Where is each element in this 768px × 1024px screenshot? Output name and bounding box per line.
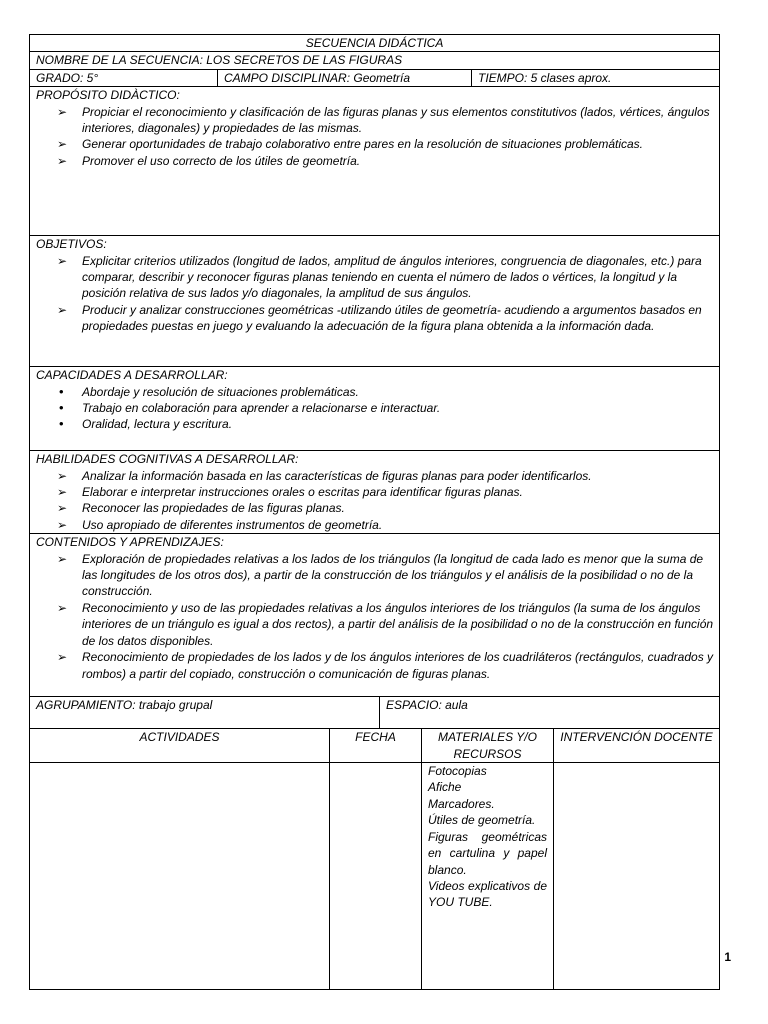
section-title: PROPÓSITO DIDÀCTICO: <box>36 88 180 103</box>
space-cell: ESPACIO: aula <box>380 697 720 729</box>
habilidades-list <box>36 468 713 534</box>
date-cell <box>330 763 422 990</box>
list-item: ➢ Promover el uso correcto de los útiles de geometría. <box>82 153 713 169</box>
section-title: HABILIDADES COGNITIVAS A DESARROLLAR: <box>36 452 299 467</box>
list-item: • Trabajo en colaboración para aprender a relacionarse e interactuar. <box>82 400 713 416</box>
grouping-cell: AGRUPAMIENTO: trabajo grupal <box>30 697 380 729</box>
list-item: • Abordaje y resolución de situaciones problemáticas. <box>82 384 713 400</box>
list-item: ➢ Exploración de propiedades relativas a los lados de los triángulos (la longitud de cada lado es menor que la suma de las longitudes de los otros dos), a partir de la construcción de los triángulos y el análisis de la posibilidad o no de la construcción. <box>82 551 713 600</box>
material-item: Fotocopias <box>428 764 487 779</box>
material-item: Afiche <box>428 780 462 795</box>
activities-header: ACTIVIDADES <box>30 729 330 763</box>
section-capacidades <box>30 367 720 451</box>
list-item: ➢ Explicitar criterios utilizados (longitud de lados, amplitud de ángulos interiores, congruencia de diagonales, etc.) para comparar, describir y reconocer figuras planas teniendo en cuenta el número de lados o vértices, la longitud y la posición relativa de sus lados y/o diagonales, la amplitud de sus ángulos. <box>82 253 713 302</box>
material-item: Marcadores. <box>428 796 495 811</box>
list-item: ➢ Reconocimiento y uso de las propiedades relativas a los ángulos interiores de los triángulos (la suma de los ángulos interiores de un triángulo es igual a dos rectos), a partir del análisis de la posibilidad o no de la construcción en función de los datos disponibles. <box>82 600 713 649</box>
discipline-cell: CAMPO DISCIPLINAR: Geometría <box>218 69 472 86</box>
teacher-intervention-header: INTERVENCIÓN DOCENTE <box>554 729 720 763</box>
page-number: 1 <box>724 950 731 964</box>
list-item: ➢ Generar oportunidades de trabajo colaborativo entre pares en la resolución de situaciones problemáticas. <box>82 136 713 152</box>
materials-cell <box>422 763 554 990</box>
sequence-document <box>29 34 719 990</box>
section-objetivos <box>30 236 720 367</box>
document-title: SECUENCIA DIDÁCTICA <box>30 35 720 52</box>
section-habilidades <box>30 451 720 534</box>
list-item: ➢ Producir y analizar construcciones geométricas -utilizando útiles de geometría- acudiendo a argumentos basados en propiedades puestas en juego y evaluando la adecuación de la figura plana obtenida a la información dada. <box>82 302 713 335</box>
objetivos-list <box>36 253 713 335</box>
material-item: Videos explicativos de YOU TUBE. <box>428 878 547 910</box>
time-cell: TIEMPO: 5 clases aprox. <box>472 69 720 86</box>
capacidades-list <box>36 384 713 433</box>
section-contenidos <box>30 534 720 697</box>
material-item: Útiles de geometría. <box>428 813 536 828</box>
section-title: CAPACIDADES A DESARROLLAR: <box>36 368 228 383</box>
list-item: ➢ Uso apropiado de diferentes instrumentos de geometría. <box>82 517 713 533</box>
contenidos-list <box>36 551 713 682</box>
section-proposito <box>30 87 720 236</box>
sequence-table <box>29 34 720 990</box>
activities-cell <box>30 763 330 990</box>
list-item: ➢ Propiciar el reconocimiento y clasificación de las figuras planas y sus elementos constitutivos (lados, vértices, ángulos interiores, diagonales) y propiedades de las mismas. <box>82 104 713 137</box>
section-title: CONTENIDOS Y APRENDIZAJES: <box>36 535 224 550</box>
proposito-list <box>36 104 713 170</box>
materials-header: MATERIALES Y/O RECURSOS <box>422 729 554 763</box>
list-item: ➢ Reconocimiento de propiedades de los lados y de los ángulos interiores de los cuadriláteros (rectángulos, cuadrados y rombos) a partir del copiado, construcción o comunicación de figuras planas. <box>82 649 713 682</box>
list-item: ➢ Analizar la información basada en las características de figuras planas para poder identificarlos. <box>82 468 713 484</box>
grade-cell: GRADO: 5° <box>30 69 218 86</box>
date-header: FECHA <box>330 729 422 763</box>
material-item: Figuras geométricas en cartulina y papel blanco. <box>428 829 547 877</box>
teacher-intervention-cell <box>554 763 720 990</box>
section-title: OBJETIVOS: <box>36 237 107 252</box>
list-item: ➢ Reconocer las propiedades de las figuras planas. <box>82 500 713 516</box>
list-item: • Oralidad, lectura y escritura. <box>82 416 713 432</box>
sequence-name: NOMBRE DE LA SECUENCIA: LOS SECRETOS DE LAS FIGURAS <box>30 52 720 69</box>
list-item: ➢ Elaborar e interpretar instrucciones orales o escritas para identificar figuras planas. <box>82 484 713 500</box>
